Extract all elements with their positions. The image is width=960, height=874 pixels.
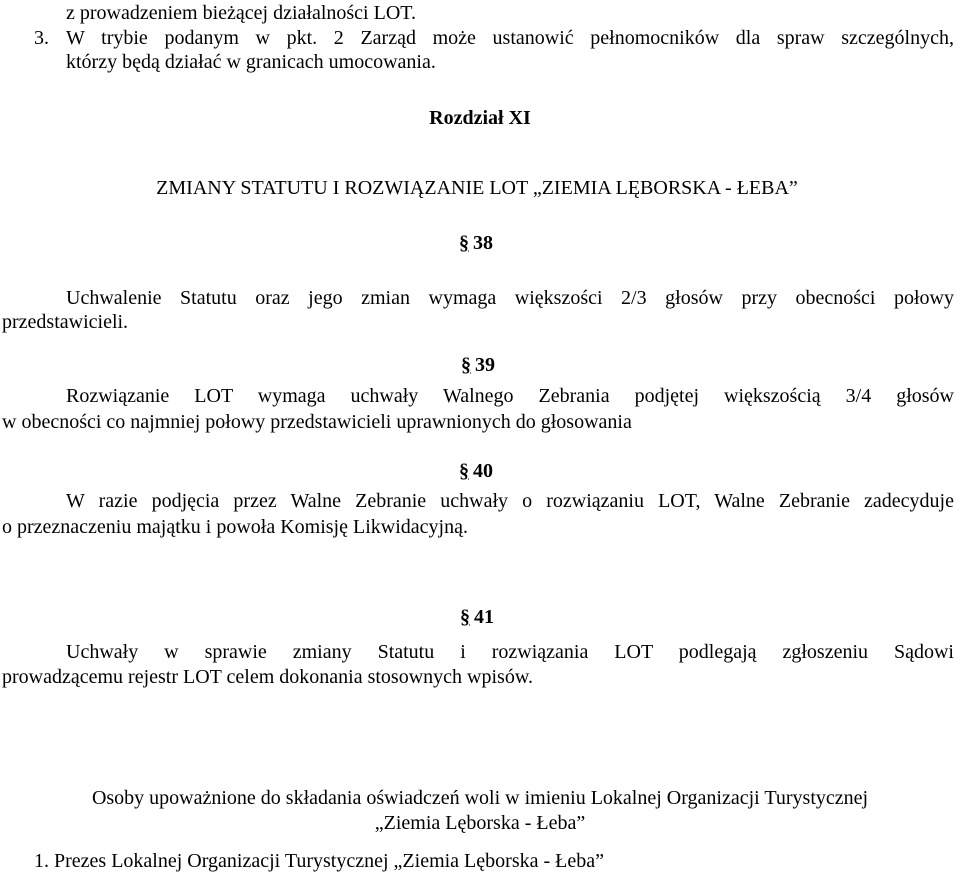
- signatories-heading: Osoby upoważnione do składania oświadczeń woli w imieniu Lokalnej Organizacji Turystycznej: [91, 787, 869, 809]
- section-number: 39: [475, 354, 495, 376]
- paragraph-line: przedstawicieli.: [2, 311, 129, 333]
- paragraph-line: Rozwiązanie LOT wymaga uchwały Walnego Zebrania podjętej większością 3/4 głosów: [66, 385, 954, 407]
- signatories-heading: „Ziemia Lęborska - Łeba”: [374, 812, 586, 834]
- text-line: z prowadzeniem bieżącej działalności LOT.: [66, 2, 417, 24]
- section-symbol: §: [459, 232, 469, 254]
- paragraph-line: W razie podjęcia przez Walne Zebranie uchwały o rozwiązaniu LOT, Walne Zebranie zadecyduje: [66, 490, 954, 512]
- section-number: 40: [473, 460, 493, 482]
- section-heading-40: [459, 460, 493, 482]
- section-symbol: §: [460, 606, 470, 628]
- paragraph-line: w obecności co najmniej połowy przedstawicieli uprawnionych do głosowania: [2, 411, 632, 433]
- section-heading-41: [460, 606, 494, 628]
- section-heading-38: [459, 232, 493, 254]
- section-number: 38: [473, 232, 493, 254]
- paragraph-line: Uchwalenie Statutu oraz jego zmian wymaga większości 2/3 głosów przy obecności połowy: [66, 287, 954, 309]
- section-symbol: §: [459, 460, 469, 482]
- paragraph-line: o przeznaczeniu majątku i powoła Komisję Likwidacyjną.: [2, 516, 468, 538]
- chapter-title: Rozdział XI: [429, 107, 531, 129]
- section-symbol: §: [461, 354, 471, 376]
- paragraph-line: Uchwały w sprawie zmiany Statutu i rozwiązania LOT podlegają zgłoszeniu Sądowi: [66, 641, 954, 663]
- paragraph-line: prowadzącemu rejestr LOT celem dokonania stosownych wpisów.: [2, 666, 533, 688]
- text-line: którzy będą działać w granicach umocowania.: [66, 51, 436, 73]
- list-number: 3.: [34, 27, 49, 49]
- text-line: W trybie podanym w pkt. 2 Zarząd może ustanowić pełnomocników dla spraw szczególnych,: [66, 27, 954, 49]
- section-number: 41: [474, 606, 494, 628]
- chapter-subtitle: ZMIANY STATUTU I ROZWIĄZANIE LOT „ZIEMIA LĘBORSKA - ŁEBA”: [156, 177, 798, 199]
- section-heading-39: [461, 354, 495, 376]
- signatory-item: 1. Prezes Lokalnej Organizacji Turystycznej „Ziemia Lęborska - Łeba”: [34, 850, 604, 872]
